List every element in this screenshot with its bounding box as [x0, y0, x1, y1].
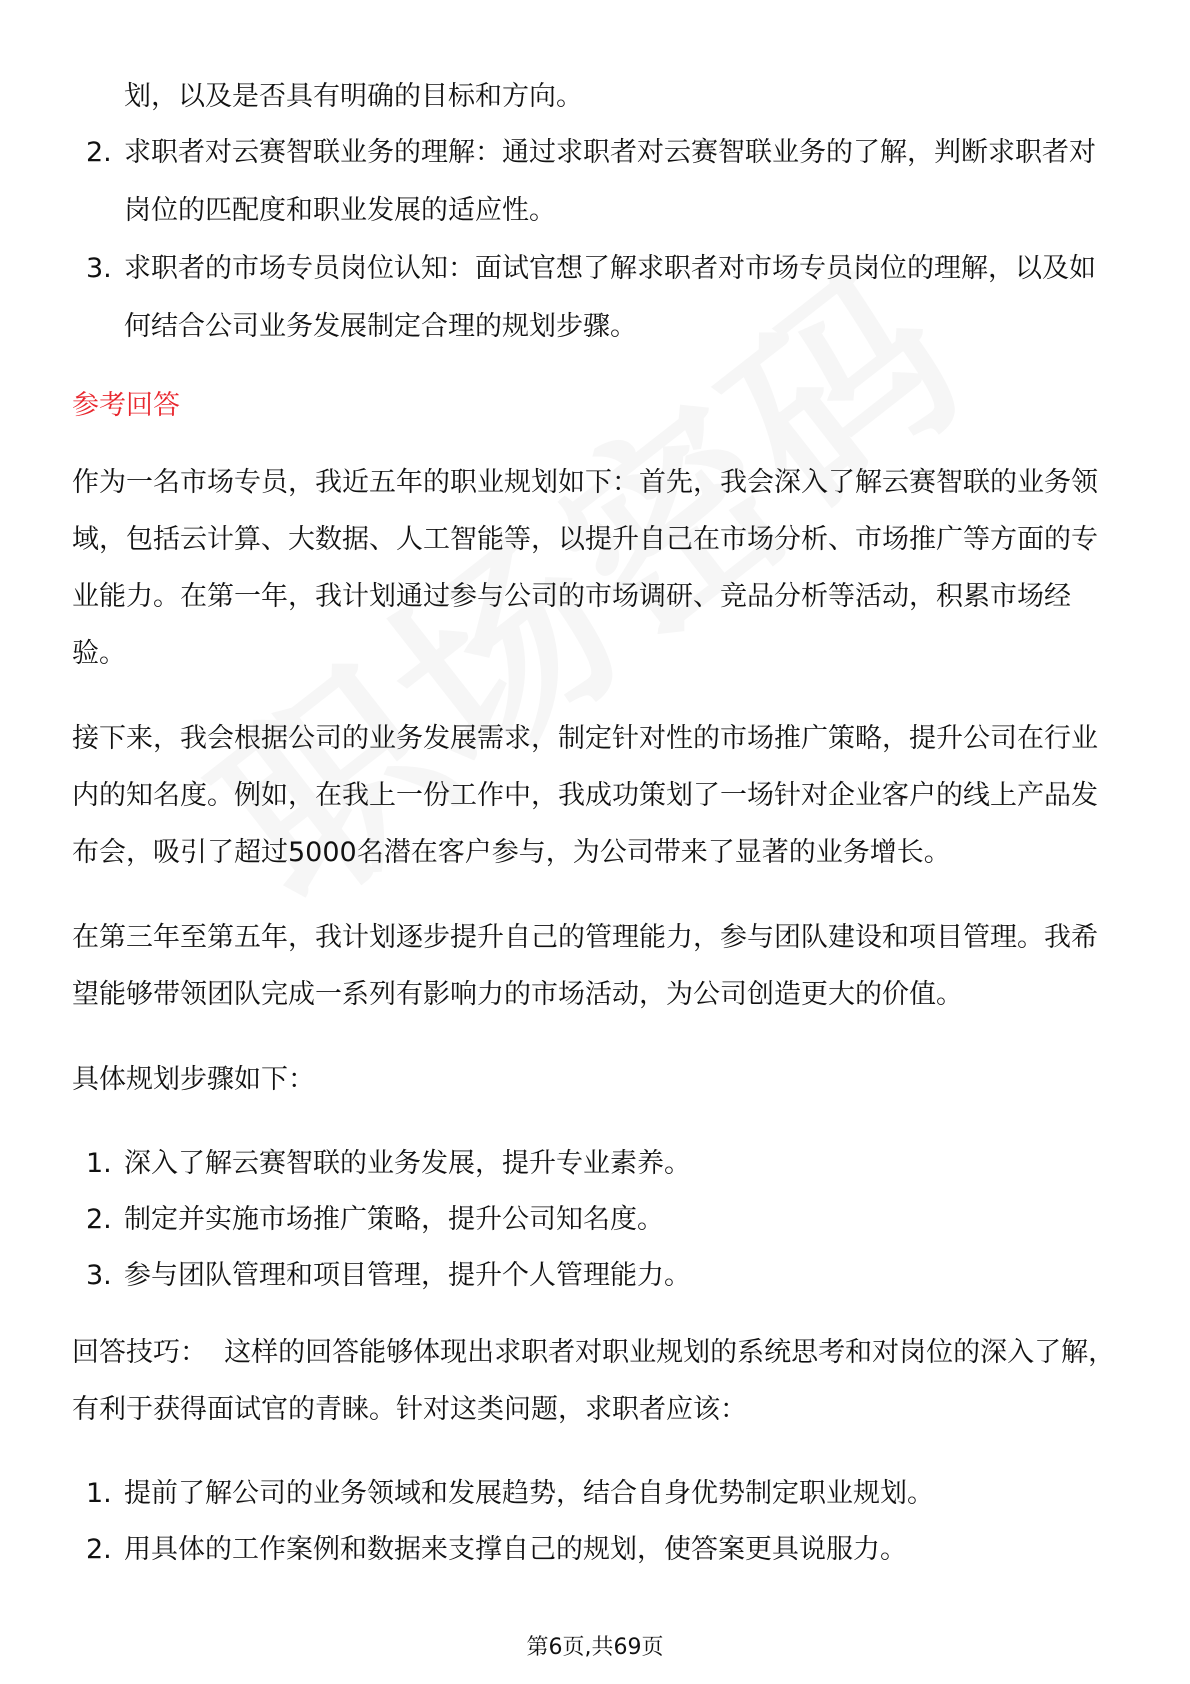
list-item-text: 提前了解公司的业务领域和发展趋势，结合自身优势制定职业规划。 — [124, 1478, 934, 1509]
page-content — [72, 68, 1118, 1598]
list-number: 3. — [86, 1260, 112, 1291]
list-number: 2. — [86, 137, 112, 168]
paragraph: 作为一名市场专员，我近五年的职业规划如下：首先，我会深入了解云赛智联的业务领域，包括云计算、大数据、人工智能等，以提升自己在市场分析、市场推广等方面的专业能力。在第一年，我计划通过参与公司的市场调研、竞品分析等活动，积累市场经验。 — [72, 467, 1098, 669]
list-item-text: 求职者的市场专员岗位认知：面试官想了解求职者对市场专员岗位的理解，以及如何结合公司业务发展制定合理的规划步骤。 — [124, 253, 1096, 342]
section-title: 参考回答 — [72, 390, 180, 421]
paragraph: 在第三年至第五年，我计划逐步提升自己的管理能力，参与团队建设和项目管理。我希望能够带领团队完成一系列有影响力的市场活动，为公司创造更大的价值。 — [72, 922, 1098, 1010]
analysis-list — [72, 124, 1118, 356]
list-item — [72, 1136, 1118, 1192]
list-item-text: 参与团队管理和项目管理，提升个人管理能力。 — [124, 1260, 691, 1291]
list-item-text: 深入了解云赛智联的业务发展，提升专业素养。 — [124, 1148, 691, 1179]
list-number: 1. — [86, 1148, 112, 1179]
tips-list — [72, 1466, 1118, 1578]
list-item — [72, 1522, 1118, 1578]
list-item-text: 制定并实施市场推广策略，提升公司知名度。 — [124, 1204, 664, 1235]
paragraph: 接下来，我会根据公司的业务发展需求，制定针对性的市场推广策略，提升公司在行业内的知名度。例如，在我上一份工作中，我成功策划了一场针对企业客户的线上产品发布会，吸引了超过5000名潜在客户参与，为公司带来了显著的业务增长。 — [72, 723, 1098, 868]
list-item — [72, 1466, 1118, 1522]
page-number: 第6页,共69页 — [526, 1635, 664, 1660]
list-number: 2. — [86, 1204, 112, 1235]
steps-list — [72, 1136, 1118, 1304]
list-number: 3. — [86, 253, 112, 284]
list-number: 2. — [86, 1534, 112, 1565]
list-number: 1. — [86, 1478, 112, 1509]
list-item — [72, 124, 1118, 240]
paragraph: 具体规划步骤如下： — [72, 1064, 315, 1095]
list-item-continuation: 划，以及是否具有明确的目标和方向。 — [124, 81, 583, 112]
list-item-text: 求职者对云赛智联业务的理解：通过求职者对云赛智联业务的了解，判断求职者对岗位的匹配度和职业发展的适应性。 — [124, 137, 1096, 226]
list-item — [72, 1248, 1118, 1304]
list-item — [72, 240, 1118, 356]
list-item — [72, 1192, 1118, 1248]
tips-paragraph: 回答技巧： 这样的回答能够体现出求职者对职业规划的系统思考和对岗位的深入了解，有利于获得面试官的青睐。针对这类问题，求职者应该： — [72, 1337, 1116, 1425]
list-item-text: 用具体的工作案例和数据来支撑自己的规划，使答案更具说服力。 — [124, 1534, 907, 1565]
